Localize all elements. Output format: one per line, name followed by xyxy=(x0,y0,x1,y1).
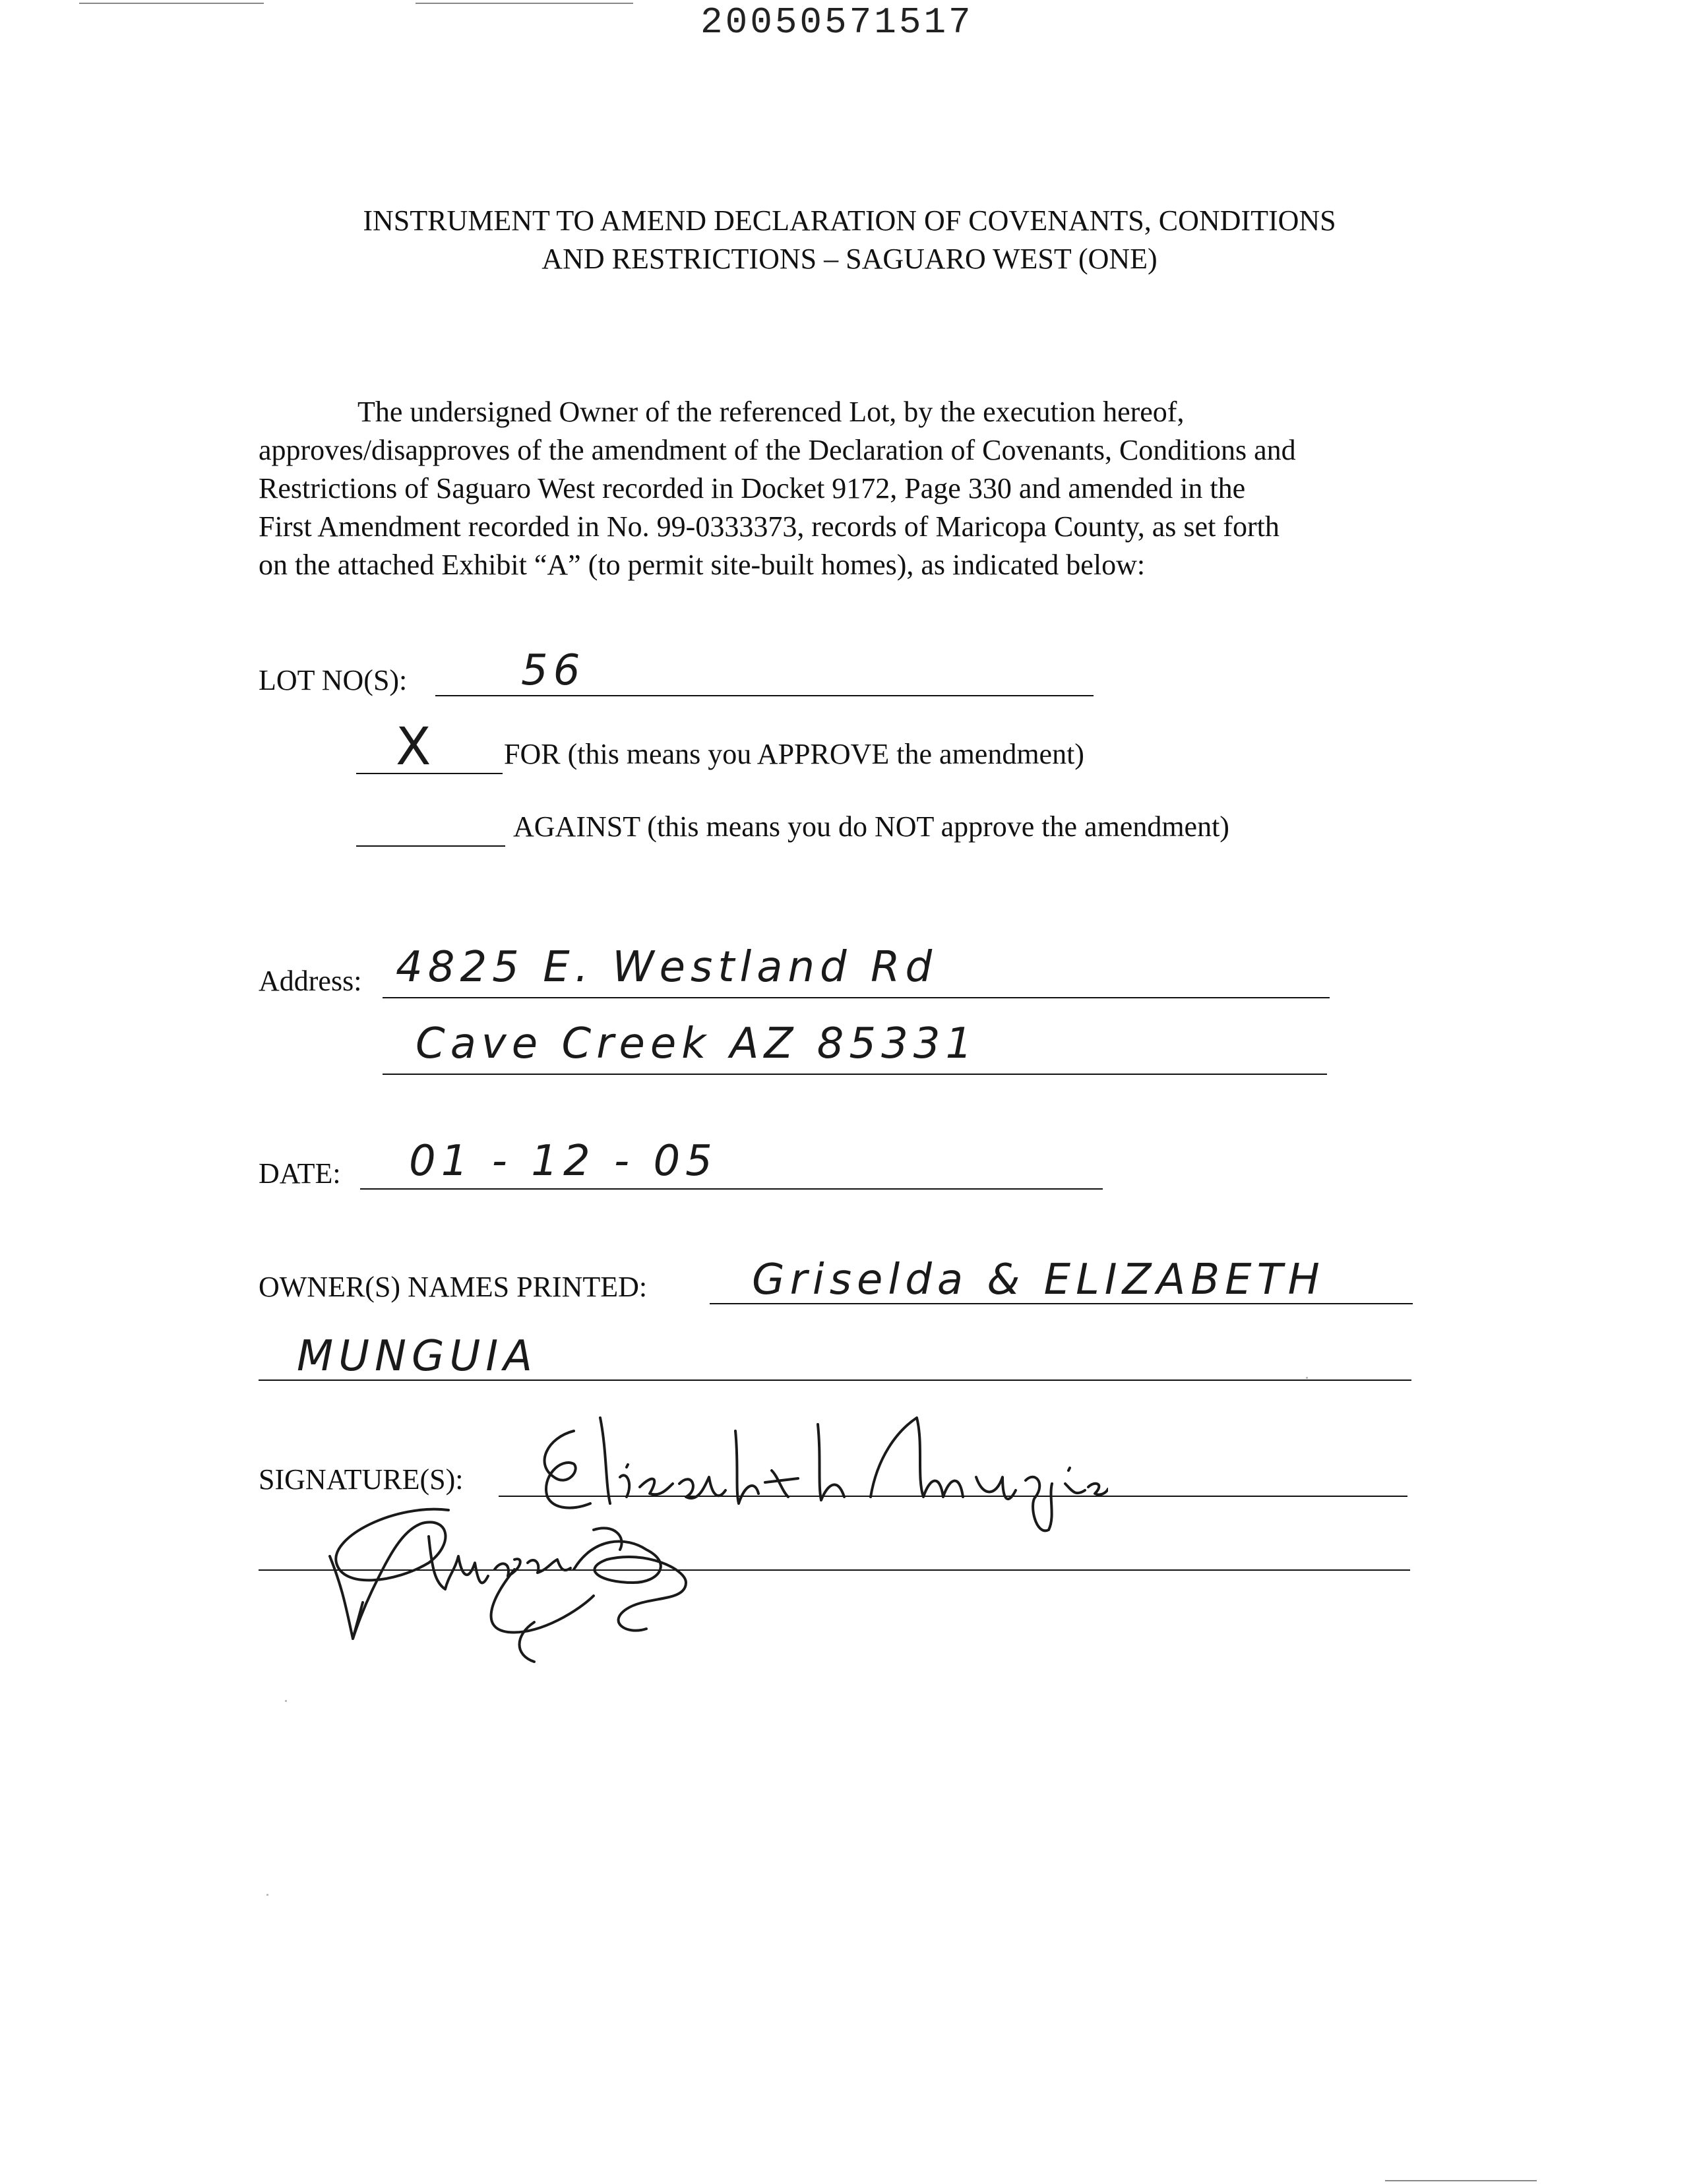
scan-speck xyxy=(266,1894,268,1896)
paragraph-line-1: The undersigned Owner of the referenced Lot, by the execution hereof, xyxy=(357,396,1185,428)
lot-label: LOT NO(S): xyxy=(259,664,408,696)
owners-value-1: Griselda & ELIZABETH xyxy=(752,1256,1325,1304)
scan-speck xyxy=(1306,1377,1308,1379)
title-line-2: AND RESTRICTIONS – SAGUARO WEST (ONE) xyxy=(541,243,1158,275)
against-checkbox-line[interactable] xyxy=(356,845,505,847)
owners-label: OWNER(S) NAMES PRINTED: xyxy=(259,1271,648,1303)
scan-edge-line xyxy=(1385,2180,1537,2181)
for-mark: X xyxy=(396,717,431,777)
address-value-1: 4825 E. Westland Rd xyxy=(396,943,938,992)
scan-speck xyxy=(285,1700,287,1702)
paragraph-line-2: approves/disapproves of the amendment of the Declaration of Covenants, Conditions and xyxy=(259,434,1296,466)
scan-edge-line xyxy=(79,3,264,4)
document-title xyxy=(190,202,1509,278)
paragraph-line-4: First Amendment recorded in No. 99-0333373, records of Maricopa County, as set forth xyxy=(259,510,1280,543)
date-value: 01 - 12 - 05 xyxy=(409,1137,718,1186)
date-label: DATE: xyxy=(259,1157,341,1190)
address-label: Address: xyxy=(259,965,362,997)
recording-number: 20050571517 xyxy=(700,1,973,44)
against-label: AGAINST (this means you do NOT approve the amendment) xyxy=(513,810,1229,843)
address-value-2: Cave Creek AZ 85331 xyxy=(416,1019,978,1068)
address-line-1[interactable] xyxy=(383,997,1330,998)
signature-2-image xyxy=(317,1497,726,1668)
lot-value: 56 xyxy=(521,646,586,695)
signature-label: SIGNATURE(S): xyxy=(259,1463,464,1496)
date-line[interactable] xyxy=(360,1188,1103,1190)
lot-line[interactable] xyxy=(435,695,1094,696)
amendment-paragraph xyxy=(259,393,1472,584)
address-line-2[interactable] xyxy=(383,1074,1327,1075)
paragraph-line-3: Restrictions of Saguaro West recorded in Docket 9172, Page 330 and amended in the xyxy=(259,472,1246,504)
title-line-1: INSTRUMENT TO AMEND DECLARATION OF COVENANTS, CONDITIONS xyxy=(363,204,1336,237)
paragraph-line-5: on the attached Exhibit “A” (to permit site-built homes), as indicated below: xyxy=(259,549,1146,581)
owners-value-2: MUNGUIA xyxy=(297,1332,538,1381)
for-label: FOR (this means you APPROVE the amendment) xyxy=(504,738,1084,770)
scan-edge-line xyxy=(416,3,633,4)
